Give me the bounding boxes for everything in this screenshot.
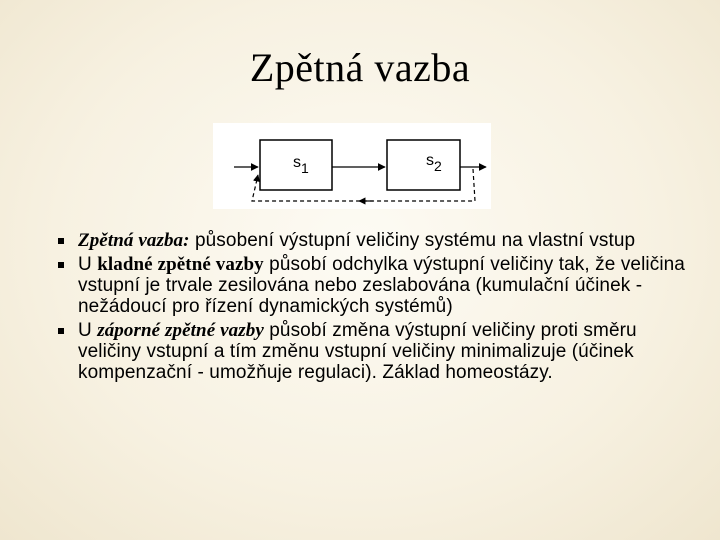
block-s2 (387, 140, 460, 190)
slide-title: Zpětná vazba (249, 45, 471, 90)
bullet-item (58, 320, 698, 383)
bullet-text-part: záporné zpětné vazby (97, 320, 264, 341)
bullet-square-icon (58, 238, 64, 244)
bullet-item (58, 254, 698, 317)
feedback-diagram (213, 123, 491, 209)
bullet-text-part: působí změna výstupní veličiny proti směru veličiny vstupní a tím změnu vstupní veličiny minimalizuje (účinek kompenzační - umožňuje regulaci). Základ homeostázy. (78, 320, 637, 383)
bullet-text-part: Zpětná vazba: (78, 230, 190, 251)
block-s1-label: s1 (293, 154, 309, 176)
bullet-square-icon (58, 262, 64, 268)
bullet-text-part: kladné zpětné vazby (97, 254, 264, 275)
bullet-text-part: působí odchylka výstupní veličiny tak, že veličina vstupní je trvale zesilována nebo zeslabována (kumulační účinek - nežádoucí pro řízení dynamických systémů) (78, 254, 685, 317)
bullet-item (58, 230, 698, 251)
bullet-text-part: U (78, 254, 98, 275)
bullet-square-icon (58, 328, 64, 334)
block-s2-label: s2 (426, 152, 442, 174)
bullet-list (58, 230, 698, 386)
bullet-text-part: U (78, 320, 98, 341)
bullet-text-part: působení výstupní veličiny systému na vlastní vstup (189, 230, 636, 251)
